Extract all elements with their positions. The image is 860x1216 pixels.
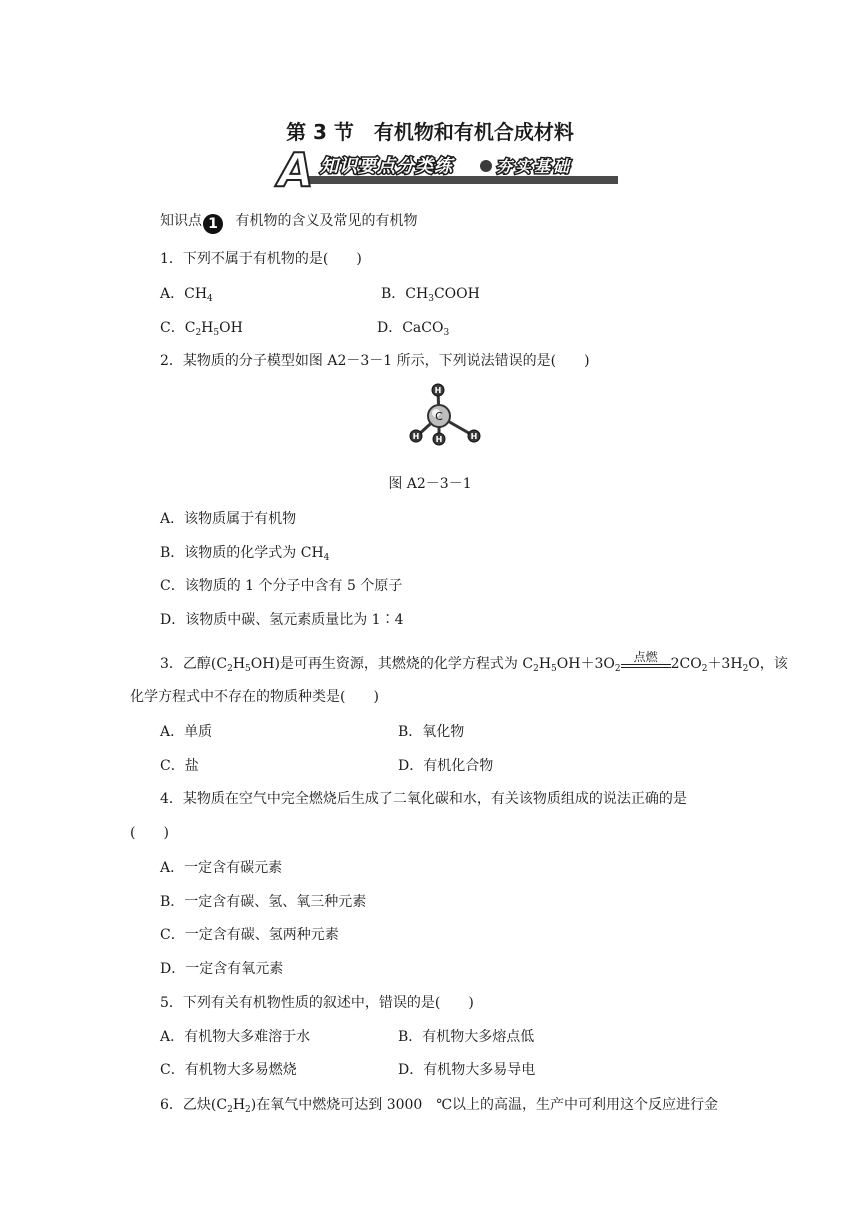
banner-text: 知识要点分类练 xyxy=(320,156,453,177)
q1-option-a: A．$CH_4$ xyxy=(160,286,213,304)
q5-option-a: A．有机物大多难溶于水 xyxy=(160,1029,311,1045)
knowledge-point-text: 有机物的含义及常见的有机物 xyxy=(235,213,418,229)
question-1-stem: 1．下列不属于有机物的是( ) xyxy=(160,251,362,267)
hydrogen-label-bottom: H xyxy=(435,435,443,444)
figure-caption: 图 A2－3－1 xyxy=(388,476,472,492)
reaction-arrow xyxy=(621,650,671,668)
q3-option-d: D．有机化合物 xyxy=(398,758,494,774)
q5-option-d: D．有机物大多易导电 xyxy=(398,1062,536,1078)
hydrogen-label-top: H xyxy=(434,386,442,395)
question-4-stem: 4．某物质在空气中完全燃烧后生成了二氧化碳和水，有关该物质组成的说法正确的是 xyxy=(160,791,687,807)
q1-option-c: C．$C_2H_5OH$ xyxy=(160,320,243,338)
q2-option-b: B．该物质的化学式为 $CH_4$ xyxy=(160,545,330,563)
q5-option-c: C．有机物大多易燃烧 xyxy=(160,1062,297,1078)
q4-option-a: A．一定含有碳元素 xyxy=(160,860,283,876)
knowledge-point-prefix: 知识点 xyxy=(160,213,202,229)
hydrogen-label-right: H xyxy=(470,432,478,441)
knowledge-point-heading xyxy=(160,210,417,234)
q3-option-b: B．氧化物 xyxy=(398,724,465,740)
q4-option-c: C．一定含有碳、氢两种元素 xyxy=(160,927,339,943)
knowledge-point-number: 1 xyxy=(203,214,223,234)
molecule-model-figure xyxy=(406,382,486,448)
banner-subtext: 夯实基础 xyxy=(496,157,573,176)
q4-option-b: B．一定含有碳、氢、氧三种元素 xyxy=(160,894,367,910)
q3-option-c: C．盐 xyxy=(160,758,199,774)
banner-dot-icon xyxy=(480,160,492,172)
question-2-stem: 2．某物质的分子模型如图 A2－3－1 所示，下列说法错误的是( ) xyxy=(160,353,590,369)
question-6-stem: 6．乙炔$(C_2H_2)$在氧气中燃烧可达到 3000 ℃以上的高温，生产中可利用这个反应进行金 xyxy=(160,1097,718,1115)
question-5-stem: 5．下列有关有机物性质的叙述中，错误的是( ) xyxy=(160,995,474,1011)
banner-letter: A xyxy=(278,143,314,197)
q2-option-c: C．该物质的 1 个分子中含有 5 个原子 xyxy=(160,578,403,594)
q2-option-d: D．该物质中碳、氢元素质量比为 1∶4 xyxy=(160,612,404,628)
section-banner xyxy=(278,143,620,197)
carbon-atom-label: C xyxy=(435,410,443,423)
q5-option-b: B．有机物大多熔点低 xyxy=(398,1029,535,1045)
question-3-stem-line2: 化学方程式中不存在的物质种类是( ) xyxy=(130,689,379,705)
page-title: 第 3 节 有机物和有机合成材料 xyxy=(286,120,574,144)
question-3-stem-line1: 3．乙醇$(C_2H_5OH)$是可再生资源，其燃烧的化学方程式为 $C_2H_5OH+3O_2$ 点燃 $2CO_2+3H_2O$，该 xyxy=(160,650,788,674)
q4-option-d: D．一定含有氧元素 xyxy=(160,961,284,977)
hydrogen-label-left: H xyxy=(412,432,420,441)
q1-option-d: D．CaCO$_3$ xyxy=(377,320,450,338)
q1-option-b: B．$CH_3COOH$ xyxy=(381,286,480,304)
q3-option-a: A．单质 xyxy=(160,724,213,740)
q2-option-a: A．该物质属于有机物 xyxy=(160,511,297,527)
reaction-condition: 点燃 xyxy=(633,650,658,664)
question-4-paren: ( ) xyxy=(130,825,169,841)
